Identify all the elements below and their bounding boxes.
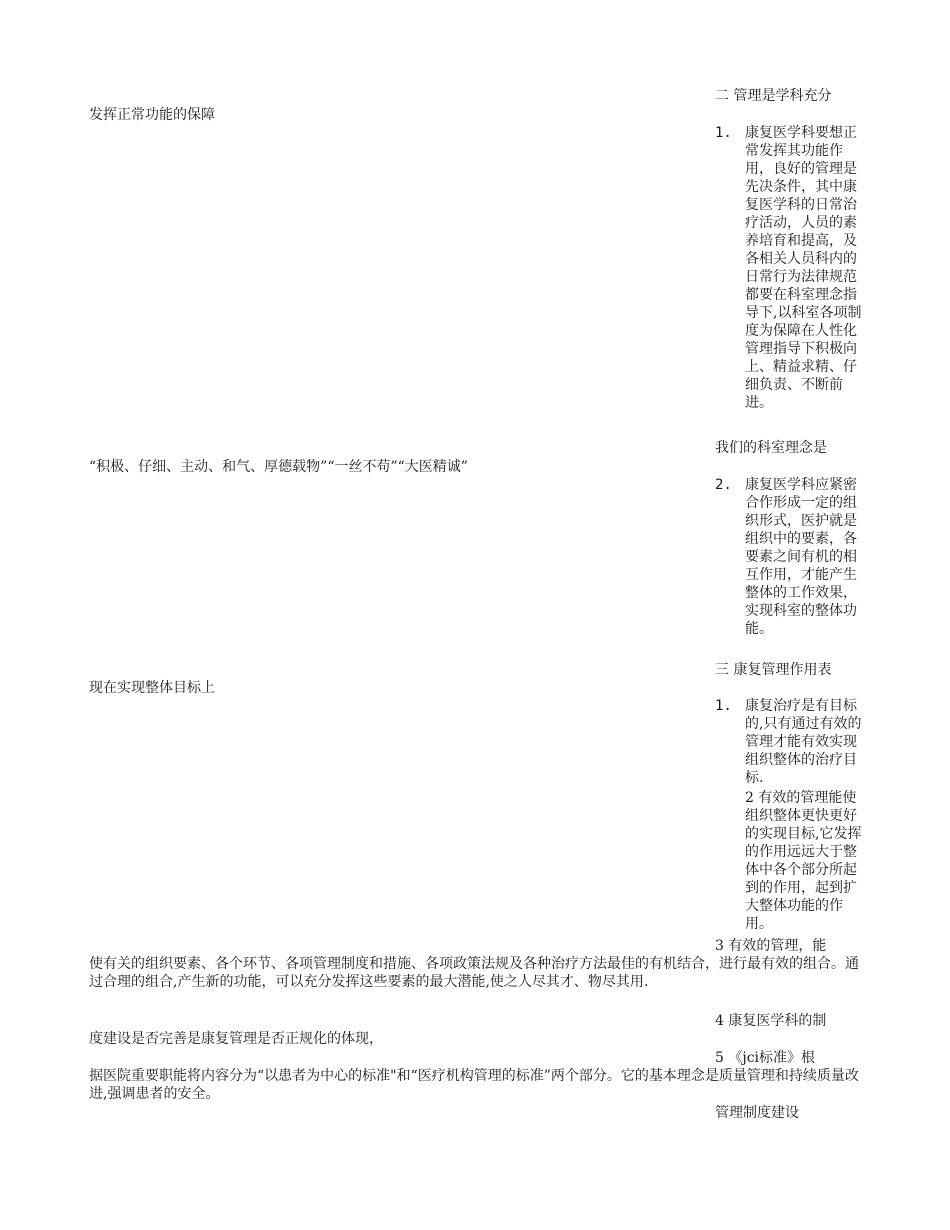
management-system-lead: 管理制度建设 bbox=[715, 1105, 799, 1121]
section-three-item-2: 2 有效的管理能使组织整体更快更好的实现目标,它发挥的作用远远大于整体中各个部分所起到的作用，起到扩大整体功能的作用。 bbox=[745, 790, 862, 932]
section-three-item-4-text: 度建设是否完善是康复管理是否正规化的体现， bbox=[89, 1031, 383, 1047]
section-two-heading: 二 管理是学科充分 bbox=[715, 88, 832, 104]
item-number: 1. bbox=[715, 698, 732, 714]
section-two-left-continuation: 发挥正常功能的保障 bbox=[89, 107, 215, 123]
item-text: 康复医学科要想正常发挥其功能作用，良好的管理是先决条件，其中康复医学科的日常治疗活动，人员的素养培育和提高，及各相关人员科内的日常行为法律规范都要在科室理念指导下,以科室各项制度为保障在人性化管理指导下积极向上、精益求精、仔细负责、不断前进。 bbox=[745, 125, 862, 411]
section-two-item-1 bbox=[715, 124, 865, 412]
section-three-item-1 bbox=[715, 697, 865, 787]
item-text: 康复医学科应紧密合作形成一定的组织形式，医护就是组织中的要素，各要素之间有机的相互作用，才能产生整体的工作效果，实现科室的整体功能。 bbox=[745, 477, 857, 637]
item-text: 康复治疗是有目标的,只有通过有效的管理才能有效实现组织整体的治疗目标. bbox=[745, 698, 862, 786]
section-three-item-3-text: 使有关的组织要素、各个环节、各项管理制度和措施、各项政策法规及各种治疗方法最佳的有机结合，进行最有效的组合。通过合理的组合,产生新的功能，可以充分发挥这些要素的最大潜能,使之人尽其才、物尽其用. bbox=[89, 956, 859, 990]
section-three-left-continuation: 现在实现整体目标上 bbox=[89, 680, 215, 696]
concept-text: “积极、仔细、主动、和气、厚德载物”“一丝不苟”“大医精诚” bbox=[89, 459, 468, 475]
section-three-item-5-text: 据医院重要职能将内容分为“以患者为中心的标准"和“医疗机构管理的标准”两个部分。它的基本理念是质量管理和持续质量改进,强调患者的安全。 bbox=[89, 1068, 859, 1102]
concept-lead: 我们的科室理念是 bbox=[715, 440, 827, 456]
section-three-item-5-lead: 5 《jci标准》根 bbox=[715, 1050, 816, 1066]
section-three-item-4-lead: 4 康复医学科的制 bbox=[715, 1013, 827, 1029]
section-three-heading: 三 康复管理作用表 bbox=[715, 662, 832, 678]
section-three-item-3-lead: 3 有效的管理，能 bbox=[715, 938, 827, 954]
item-number: 1. bbox=[715, 125, 732, 141]
section-two-item-2 bbox=[715, 476, 865, 638]
item-number: 2. bbox=[715, 477, 732, 493]
